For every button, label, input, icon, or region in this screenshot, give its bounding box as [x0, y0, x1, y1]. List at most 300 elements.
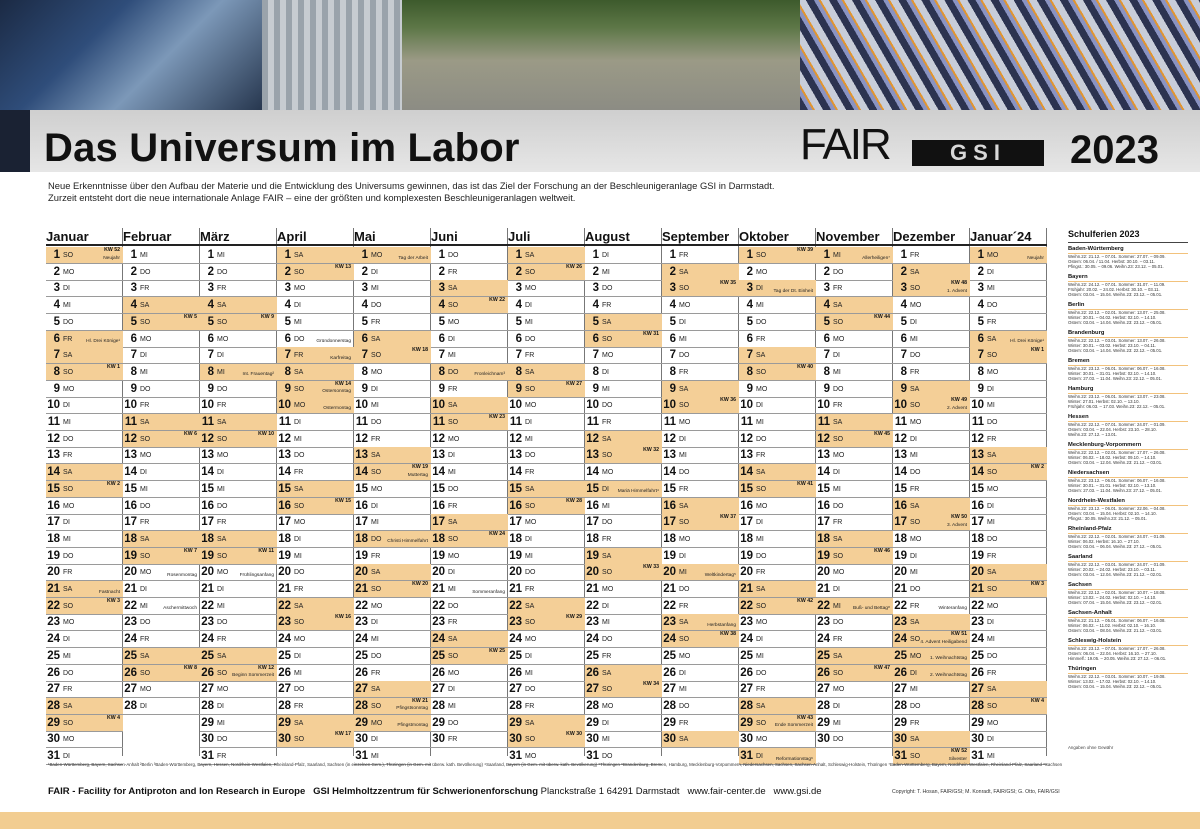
calendar-day: [662, 247, 739, 264]
day-number: 10: [586, 399, 599, 412]
month-name: September: [662, 229, 730, 244]
day-number: 1: [823, 249, 830, 261]
calendar-day: [277, 598, 354, 615]
weekday-label: SO: [140, 669, 151, 677]
calendar-day: [739, 364, 816, 381]
month-divider: [277, 244, 354, 246]
weekday-label: FR: [910, 602, 920, 610]
calendar-day: [662, 331, 739, 348]
school-holiday-state: [1068, 610, 1188, 638]
calendar-day: [662, 631, 739, 648]
day-number: 20: [124, 566, 137, 579]
day-number: 29: [817, 716, 830, 729]
calendar-day: [277, 631, 354, 648]
state-dates: [1068, 646, 1188, 661]
day-number: 27: [817, 683, 830, 696]
calendar-day: [431, 314, 508, 331]
holiday-label: Ostermontag: [323, 405, 351, 411]
weekday-label: MO: [371, 368, 383, 376]
day-number: 15: [817, 482, 830, 495]
calendar-day: [277, 548, 354, 565]
weekday-label: DO: [217, 736, 228, 744]
state-dates: [1068, 562, 1188, 577]
day-number: 19: [586, 549, 599, 562]
weekday-label: SO: [217, 552, 228, 560]
day-number: 14: [586, 466, 599, 479]
weekday-label: DO: [371, 302, 382, 310]
footer-link-gsi[interactable]: www.gsi.de: [773, 786, 822, 797]
day-number: 15: [509, 482, 522, 495]
weekday-label: SA: [679, 502, 689, 510]
weekday-label: SA: [525, 485, 535, 493]
weekday-label: SO: [63, 368, 74, 376]
day-number: 29: [586, 716, 599, 729]
state-name: Sachsen-Anhalt: [1068, 610, 1188, 618]
calendar-day: [46, 247, 123, 264]
day-number: 2: [515, 265, 522, 278]
weekday-label: SA: [371, 452, 381, 460]
weekday-label: SA: [987, 335, 997, 343]
month-divider: [662, 244, 739, 246]
weekday-label: DO: [294, 335, 305, 343]
day-number: 23: [663, 616, 676, 629]
calendar-day: [816, 498, 893, 515]
day-number: 20: [355, 566, 368, 579]
calendar-day: [662, 498, 739, 515]
calendar-day: [585, 464, 662, 481]
weekday-label: MI: [140, 368, 148, 376]
day-number: 17: [586, 516, 599, 529]
calendar-day: [431, 564, 508, 581]
day-number: 11: [124, 416, 137, 428]
weekday-label: SO: [910, 636, 921, 644]
day-number: 23: [432, 616, 445, 629]
weekday-label: DO: [756, 318, 767, 326]
day-number: 5: [669, 315, 676, 328]
date-line: Winter: 30.01. – 31.01. Herbst: 02.10. – 13.10.: [1068, 483, 1157, 489]
weekday-label: DI: [833, 702, 840, 710]
note-label: Frühlingsanfang: [239, 572, 274, 578]
calendar-day: [123, 280, 200, 297]
calendar-day: [893, 598, 970, 615]
weekday-label: DO: [294, 569, 305, 577]
calendar-day: [46, 665, 123, 682]
day-number: 29: [432, 716, 445, 729]
weekday-label: DO: [140, 619, 151, 627]
calendar-day: [508, 247, 585, 264]
weekday-label: DI: [217, 702, 224, 710]
calendar-day: [893, 498, 970, 515]
day-number: 1: [900, 249, 907, 261]
day-number: 30: [201, 733, 214, 746]
date-line: Weihn.22: 23.12. – 06.01. Sommer: 06.07. – 16.08.: [1068, 366, 1166, 371]
weekday-label: MI: [294, 552, 302, 560]
calendar-day: [123, 581, 200, 598]
footer-link-fair[interactable]: www.fair-center.de: [687, 786, 766, 797]
weekday-label: DO: [448, 252, 459, 259]
weekday-label: MO: [602, 469, 614, 477]
calendar-day: [354, 247, 431, 264]
day-number: 21: [432, 583, 445, 595]
weekday-label: MO: [987, 368, 999, 376]
weekday-label: MI: [140, 252, 148, 259]
day-number: 19: [201, 549, 214, 562]
weekday-label: DO: [525, 335, 536, 343]
day-number: 29: [740, 716, 753, 729]
header-banner: [0, 0, 1200, 172]
calendar-day: [970, 431, 1047, 448]
calendar-day: [123, 464, 200, 481]
weekday-label: FR: [525, 352, 535, 360]
day-number: 10: [124, 399, 137, 412]
weekday-label: FR: [987, 552, 997, 560]
day-number: 12: [47, 432, 60, 445]
weekday-label: MI: [602, 268, 610, 276]
weekday-label: SO: [63, 252, 74, 259]
calendar-day: [354, 397, 431, 414]
month-column: [893, 228, 970, 762]
day-number: 19: [278, 549, 291, 562]
calendar-week: KW 15: [335, 497, 351, 504]
day-number: 23: [509, 616, 522, 629]
day-number: 29: [355, 716, 368, 729]
weekday-label: SO: [756, 252, 767, 259]
weekday-label: MO: [448, 669, 460, 677]
day-number: 23: [278, 616, 291, 629]
weekday-label: SO: [602, 452, 613, 460]
weekday-label: FR: [833, 402, 843, 410]
day-number: 7: [515, 349, 522, 362]
day-number: 29: [894, 716, 907, 729]
state-name: Baden-Württemberg: [1068, 246, 1188, 254]
school-holiday-state: [1068, 330, 1188, 358]
calendar-day: [893, 247, 970, 264]
day-number: 3: [53, 282, 60, 295]
school-holiday-state: [1068, 666, 1188, 694]
day-number: 30: [432, 733, 445, 746]
calendar-day: [585, 598, 662, 615]
weekday-label: SO: [63, 602, 74, 610]
day-number: 25: [894, 649, 907, 662]
calendar-day: [816, 564, 893, 581]
day-number: 26: [278, 666, 291, 679]
weekday-label: SO: [833, 552, 844, 560]
weekday-label: MO: [217, 335, 229, 343]
calendar-grid: [46, 228, 1048, 762]
calendar-day: [123, 297, 200, 314]
note-label: Ende Sommerzeit: [774, 723, 813, 729]
calendar-day: [431, 397, 508, 414]
note-label: Fastnacht: [98, 589, 120, 595]
calendar-day: [739, 548, 816, 565]
weekday-label: FR: [217, 402, 227, 410]
day-number: 14: [124, 466, 137, 479]
weekday-label: DI: [910, 669, 917, 677]
day-number: 8: [130, 365, 137, 378]
day-number: 16: [817, 499, 830, 512]
day-number: 5: [823, 315, 830, 328]
note-label: 4. Advent Heiligabend: [920, 639, 967, 645]
weekday-label: DI: [987, 385, 994, 393]
calendar-day: [585, 297, 662, 314]
day-number: 9: [515, 382, 522, 395]
calendar-day: [893, 631, 970, 648]
weekday-label: DO: [756, 669, 767, 677]
weekday-label: SO: [602, 569, 613, 577]
day-number: 20: [817, 566, 830, 579]
calendar-day: [816, 614, 893, 631]
calendar-day: [816, 731, 893, 748]
day-number: 13: [124, 449, 137, 462]
school-holiday-state: [1068, 498, 1188, 526]
calendar-day: [739, 665, 816, 682]
weekday-label: DI: [833, 586, 840, 593]
weekday-label: SA: [63, 586, 73, 593]
calendar-day: [354, 414, 431, 431]
day-number: 28: [586, 699, 599, 712]
day-number: 28: [124, 699, 137, 712]
calendar-day: [585, 331, 662, 348]
weekday-label: SA: [756, 469, 766, 477]
note-label: Rosenmontag: [167, 572, 197, 578]
calendar-day: [585, 564, 662, 581]
day-number: 9: [900, 382, 907, 395]
month-divider: [123, 244, 200, 246]
weekday-label: FR: [525, 586, 535, 593]
calendar-day: [200, 347, 277, 364]
day-number: 17: [971, 516, 984, 529]
holiday-label: Tag der Dt. Einheit: [773, 288, 813, 294]
calendar-day: [970, 698, 1047, 715]
holiday-label: Fronleichnam³: [474, 372, 505, 378]
weekday-label: MO: [217, 569, 229, 577]
calendar-week: KW 30: [566, 731, 582, 738]
calendar-day: [46, 548, 123, 565]
weekday-label: SO: [371, 352, 382, 360]
date-line: Ostern: 03.04. – 14.04. Weihn.23: 23.12. – 05.01.: [1068, 320, 1163, 326]
date-line: Ostern: 06.04. – 22.04. Herbst: 16.10. – 27.10.: [1068, 651, 1157, 657]
calendar-week: KW 42: [797, 597, 813, 604]
weekday-label: MO: [679, 419, 691, 426]
calendar-week: KW 19: [412, 464, 428, 471]
day-number: 20: [278, 566, 291, 579]
calendar-day: [200, 414, 277, 431]
calendar-day: [739, 698, 816, 715]
weekday-label: SO: [294, 502, 305, 510]
day-number: 5: [53, 315, 60, 328]
month-divider: [46, 244, 123, 246]
copyright: Copyright: T. Hosan, FAIR/GSI; M. Konradt, FAIR/GSI; G. Otto, FAIR/GSI: [892, 789, 1060, 795]
calendar-day: [585, 414, 662, 431]
weekday-label: DI: [987, 502, 994, 510]
footer-org-fair: FAIR - Facility for Antiproton and Ion Research in Europe: [48, 786, 306, 797]
weekday-label: DI: [448, 335, 455, 343]
day-number: 24: [355, 633, 368, 646]
calendar-day: [970, 381, 1047, 398]
calendar-week: KW 21: [412, 697, 428, 704]
weekday-label: SA: [448, 636, 458, 644]
weekday-label: DI: [602, 252, 609, 259]
weekday-label: DO: [371, 419, 382, 426]
day-number: 28: [817, 699, 830, 712]
day-number: 23: [817, 616, 830, 629]
weekday-label: SO: [833, 435, 844, 443]
day-number: 17: [817, 516, 830, 529]
calendar-day: [739, 447, 816, 464]
weekday-label: MO: [448, 552, 460, 560]
calendar-week: KW 1: [1031, 347, 1044, 354]
weekday-label: FR: [679, 485, 689, 493]
day-number: 12: [740, 432, 753, 445]
day-number: 3: [746, 282, 753, 295]
calendar-day: [431, 698, 508, 715]
calendar-day: [46, 364, 123, 381]
date-line: Weihn.22: 22.12. – 02.01. Sommer: 10.07. – 18.08.: [1068, 590, 1166, 595]
day-number: 22: [124, 599, 137, 612]
day-number: 28: [971, 699, 984, 712]
weekday-label: MO: [833, 335, 845, 343]
weekday-label: MO: [987, 719, 999, 727]
calendar-day: [893, 481, 970, 498]
calendar-day: [46, 397, 123, 414]
calendar-day: [816, 381, 893, 398]
calendar-week: KW 6: [184, 430, 197, 437]
date-line: Frühjahr: 06.03. – 17.03. Weihn.23: 22.12. – 05.01.: [1068, 404, 1166, 410]
weekday-label: MO: [602, 586, 614, 593]
calendar-day: [508, 681, 585, 698]
day-number: 27: [432, 683, 445, 696]
month-column: [354, 228, 431, 762]
calendar-day: [123, 247, 200, 264]
day-number: 18: [817, 532, 830, 545]
calendar-day: [46, 564, 123, 581]
day-number: 24: [740, 633, 753, 646]
calendar-day: [816, 397, 893, 414]
calendar-day: [123, 331, 200, 348]
weekday-label: DO: [987, 652, 998, 660]
calendar-day: [585, 698, 662, 715]
calendar-day: [200, 514, 277, 531]
day-number: 30: [971, 733, 984, 746]
calendar-day: [816, 514, 893, 531]
calendar-day: [123, 681, 200, 698]
weekday-label: FR: [371, 435, 381, 443]
day-number: 8: [669, 365, 676, 378]
holiday-label: Karfreitag: [330, 355, 351, 361]
day-number: 3: [823, 282, 830, 295]
calendar-day: [200, 431, 277, 448]
calendar-day: [893, 715, 970, 732]
day-number: 7: [207, 349, 214, 362]
calendar-day: [200, 481, 277, 498]
calendar-day: [431, 731, 508, 748]
calendar-day: [893, 731, 970, 748]
month-divider: [508, 244, 585, 246]
day-number: 16: [47, 499, 60, 512]
day-number: 25: [201, 649, 214, 662]
intro-line-2: Zurzeit entsteht dort die neue internationale Anlage FAIR – eine der größten und komplexesten Beschleunigeranlagen weltweit.: [48, 192, 576, 203]
weekday-label: MI: [217, 719, 225, 727]
day-number: 30: [740, 733, 753, 746]
calendar-day: [585, 481, 662, 498]
day-number: 10: [201, 399, 214, 412]
calendar-day: [508, 698, 585, 715]
day-number: 25: [740, 649, 753, 662]
calendar-day: [46, 715, 123, 732]
calendar-day: [739, 314, 816, 331]
calendar-day: [970, 681, 1047, 698]
note-label: Gründonnerstag: [316, 339, 351, 344]
calendar-week: KW 45: [874, 430, 890, 437]
weekday-label: DO: [910, 352, 921, 360]
day-number: 22: [509, 599, 522, 612]
day-number: 6: [900, 332, 907, 345]
weekday-label: DO: [833, 736, 844, 744]
day-number: 30: [47, 733, 60, 746]
day-number: 27: [47, 683, 60, 696]
day-number: 25: [586, 649, 599, 662]
calendar-day: [277, 414, 354, 431]
weekday-label: MI: [833, 602, 841, 610]
calendar-day: [816, 715, 893, 732]
calendar-day: [431, 280, 508, 297]
calendar-day: [662, 698, 739, 715]
calendar-day: [662, 564, 739, 581]
day-number: 20: [47, 566, 60, 579]
day-number: 22: [47, 599, 60, 612]
weekday-label: SA: [756, 352, 766, 360]
weekday-label: MO: [525, 519, 537, 527]
month-name: November: [816, 229, 880, 244]
weekday-label: FR: [448, 268, 458, 276]
calendar-week: KW 26: [566, 263, 582, 270]
calendar-day: [123, 698, 200, 715]
state-dates: [1068, 338, 1188, 353]
state-dates: [1068, 310, 1188, 325]
calendar-day: [970, 280, 1047, 297]
calendar-day: [816, 431, 893, 448]
day-number: 30: [817, 733, 830, 746]
calendar-day: [739, 264, 816, 281]
weekday-label: SO: [448, 419, 459, 426]
weekday-label: FR: [910, 719, 920, 727]
weekday-label: MI: [602, 619, 610, 627]
day-number: 18: [586, 532, 599, 545]
calendar-week: KW 39: [797, 247, 813, 253]
holiday-label: Pfingstsonntag: [396, 706, 428, 712]
day-number: 5: [284, 315, 291, 328]
calendar-day: [354, 364, 431, 381]
month-column: [431, 228, 508, 756]
day-number: 5: [746, 315, 753, 328]
calendar-week: KW 25: [489, 647, 505, 654]
weekday-label: SA: [294, 368, 304, 376]
calendar-day: [277, 665, 354, 682]
day-number: 31: [894, 750, 907, 762]
month-name: Oktober: [739, 229, 789, 244]
calendar-day: [508, 264, 585, 281]
day-number: 16: [124, 499, 137, 512]
calendar-day: [123, 381, 200, 398]
day-number: 31: [586, 750, 599, 762]
calendar-day: [508, 531, 585, 548]
day-number: 14: [817, 466, 830, 479]
state-name: Mecklenburg-Vorpommern: [1068, 442, 1188, 450]
school-holiday-state: [1068, 386, 1188, 414]
calendar-day: [46, 414, 123, 431]
calendar-day: [970, 731, 1047, 748]
weekday-label: MO: [602, 352, 614, 360]
